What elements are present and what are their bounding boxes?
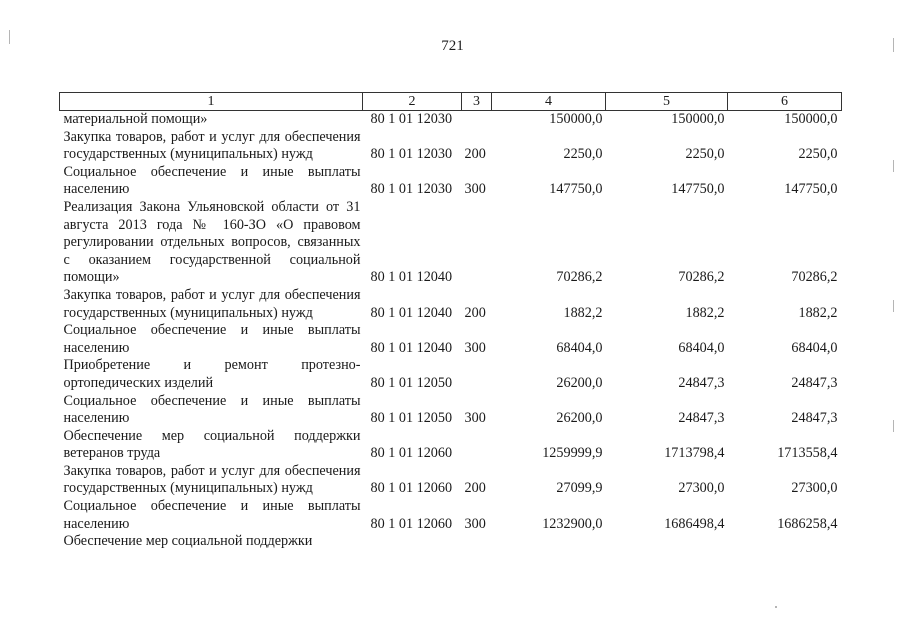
table-row xyxy=(60,498,842,533)
scan-mark xyxy=(893,160,894,172)
row-type: 300 xyxy=(464,410,486,427)
row-value-6: 24847,3 xyxy=(791,410,838,427)
row-name: Приобретение и ремонт протезно-ортопедических изделий xyxy=(63,357,361,391)
row-value-5: 27300,0 xyxy=(678,480,725,497)
row-value-6: 1882,2 xyxy=(798,304,838,321)
table-row xyxy=(60,463,842,498)
row-code: 80 1 01 12040 xyxy=(370,304,453,321)
row-code xyxy=(363,533,462,551)
row-name: Реализация Закона Ульяновской области от 31 августа 2013 года № 160-ЗО «О правовом регулировании отдельных вопросов, связанных с оказанием государственной социальной помощи» xyxy=(63,198,361,286)
row-value-5: 24847,3 xyxy=(678,374,725,391)
row-value-4: 2250,0 xyxy=(563,146,603,163)
row-type xyxy=(462,428,492,463)
row-code: 80 1 01 12050 xyxy=(370,410,453,427)
row-type: 300 xyxy=(464,339,486,356)
row-value-4: 1232900,0 xyxy=(542,515,603,532)
row-code: 80 1 01 12040 xyxy=(370,269,453,286)
row-name: Обеспечение мер социальной поддержки xyxy=(63,533,313,550)
row-code: 80 1 01 12030 xyxy=(370,181,453,198)
row-value-6: 68404,0 xyxy=(791,339,838,356)
table-row xyxy=(60,428,842,463)
scan-mark xyxy=(9,30,10,44)
row-value-4: 26200,0 xyxy=(556,410,603,427)
table-row xyxy=(60,129,842,164)
row-value-4: 1259999,9 xyxy=(542,445,603,462)
row-value-5: 1713798,4 xyxy=(664,445,725,462)
scan-mark xyxy=(893,38,894,52)
row-code: 80 1 01 12030 xyxy=(370,111,453,127)
row-code: 80 1 01 12050 xyxy=(370,374,453,391)
row-value-6 xyxy=(728,533,842,551)
table-row xyxy=(60,111,842,129)
row-value-5: 24847,3 xyxy=(678,410,725,427)
row-value-5: 68404,0 xyxy=(678,339,725,356)
row-value-4: 27099,9 xyxy=(556,480,603,497)
row-type xyxy=(462,111,492,129)
row-value-4: 150000,0 xyxy=(549,111,603,127)
row-type: 200 xyxy=(464,304,486,321)
row-value-5: 1882,2 xyxy=(685,304,725,321)
budget-table xyxy=(59,92,842,551)
row-value-4: 70286,2 xyxy=(556,269,603,286)
row-value-5 xyxy=(606,533,728,551)
table-row xyxy=(60,393,842,428)
row-type xyxy=(462,199,492,287)
row-value-4: 147750,0 xyxy=(549,181,603,198)
row-code: 80 1 01 12030 xyxy=(370,146,453,163)
row-type: 200 xyxy=(464,146,486,163)
row-value-5: 1686498,4 xyxy=(664,515,725,532)
row-value-4: 1882,2 xyxy=(563,304,603,321)
row-name: Социальное обеспечение и иные выплаты населению xyxy=(63,163,361,198)
column-header-1: 1 xyxy=(60,93,363,111)
row-name: Закупка товаров, работ и услуг для обеспечения государственных (муниципальных) нужд xyxy=(63,462,361,497)
row-value-6: 150000,0 xyxy=(784,111,838,127)
row-code: 80 1 01 12060 xyxy=(370,480,453,497)
row-value-6: 70286,2 xyxy=(791,269,838,286)
column-header-5: 5 xyxy=(606,93,728,111)
table-row xyxy=(60,287,842,322)
column-header-2: 2 xyxy=(363,93,462,111)
row-name: Социальное обеспечение и иные выплаты населению xyxy=(63,392,361,427)
row-value-6: 147750,0 xyxy=(784,181,838,198)
scan-mark xyxy=(775,606,777,608)
row-value-6: 24847,3 xyxy=(791,374,838,391)
table-row xyxy=(60,164,842,199)
row-name: Закупка товаров, работ и услуг для обеспечения государственных (муниципальных) нужд xyxy=(63,128,361,163)
row-type: 200 xyxy=(464,480,486,497)
row-name: Социальное обеспечение и иные выплаты населению xyxy=(63,322,361,356)
table-row xyxy=(60,199,842,287)
row-value-5: 2250,0 xyxy=(685,146,725,163)
table-row xyxy=(60,357,842,392)
page-number: 721 xyxy=(441,38,464,54)
row-value-5: 150000,0 xyxy=(671,111,725,127)
row-value-6: 2250,0 xyxy=(798,146,838,163)
row-type xyxy=(462,533,492,551)
row-value-6: 27300,0 xyxy=(791,480,838,497)
row-type: 300 xyxy=(464,515,486,532)
column-header-3: 3 xyxy=(462,93,492,111)
row-code: 80 1 01 12040 xyxy=(370,339,453,356)
row-code: 80 1 01 12060 xyxy=(370,515,453,532)
scan-mark xyxy=(893,420,894,432)
row-value-6: 1686258,4 xyxy=(777,515,838,532)
table-row xyxy=(60,322,842,357)
row-name: материальной помощи» xyxy=(63,111,208,127)
row-value-5: 147750,0 xyxy=(671,181,725,198)
column-header-4: 4 xyxy=(492,93,606,111)
row-value-4 xyxy=(492,533,606,551)
table-row xyxy=(60,533,842,551)
table-header-row xyxy=(60,93,842,111)
row-type xyxy=(462,357,492,392)
row-name: Закупка товаров, работ и услуг для обеспечения государственных (муниципальных) нужд xyxy=(63,286,361,321)
row-value-6: 1713558,4 xyxy=(777,445,838,462)
row-value-4: 68404,0 xyxy=(556,339,603,356)
row-value-4: 26200,0 xyxy=(556,374,603,391)
column-header-6: 6 xyxy=(728,93,842,111)
row-name: Социальное обеспечение и иные выплаты населению xyxy=(63,498,361,532)
row-value-5: 70286,2 xyxy=(678,269,725,286)
scan-mark xyxy=(893,300,894,312)
row-name: Обеспечение мер социальной поддержки ветеранов труда xyxy=(63,427,361,462)
row-code: 80 1 01 12060 xyxy=(370,445,453,462)
row-type: 300 xyxy=(464,181,486,198)
